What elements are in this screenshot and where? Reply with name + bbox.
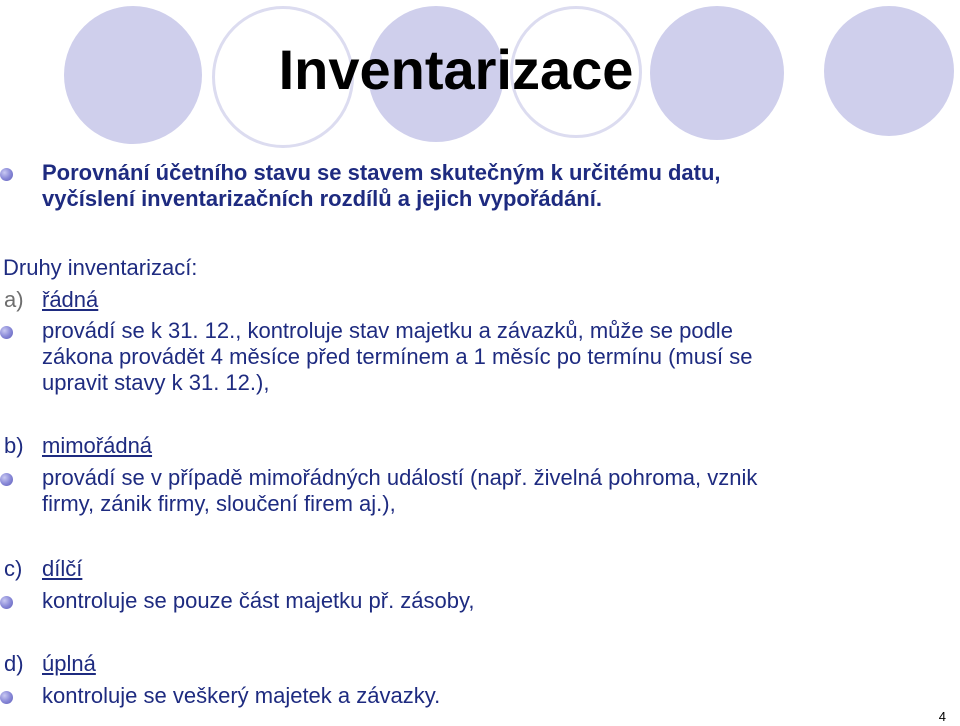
bullet-icon: [0, 473, 13, 486]
bullet-icon: [0, 691, 13, 704]
slide-number: 4: [938, 709, 946, 724]
types-heading: Druhy inventarizací:: [3, 255, 198, 280]
bullet-icon: [0, 168, 13, 181]
slide-title: Inventarizace: [278, 38, 634, 101]
intro-text: Porovnání účetního stavu se stavem skutečným k určitému datu, vyčíslení inventarizačních rozdílů a jejich vypořádání.: [42, 160, 721, 211]
bullet-icon: [0, 326, 13, 339]
bullet-icon: [0, 596, 13, 609]
